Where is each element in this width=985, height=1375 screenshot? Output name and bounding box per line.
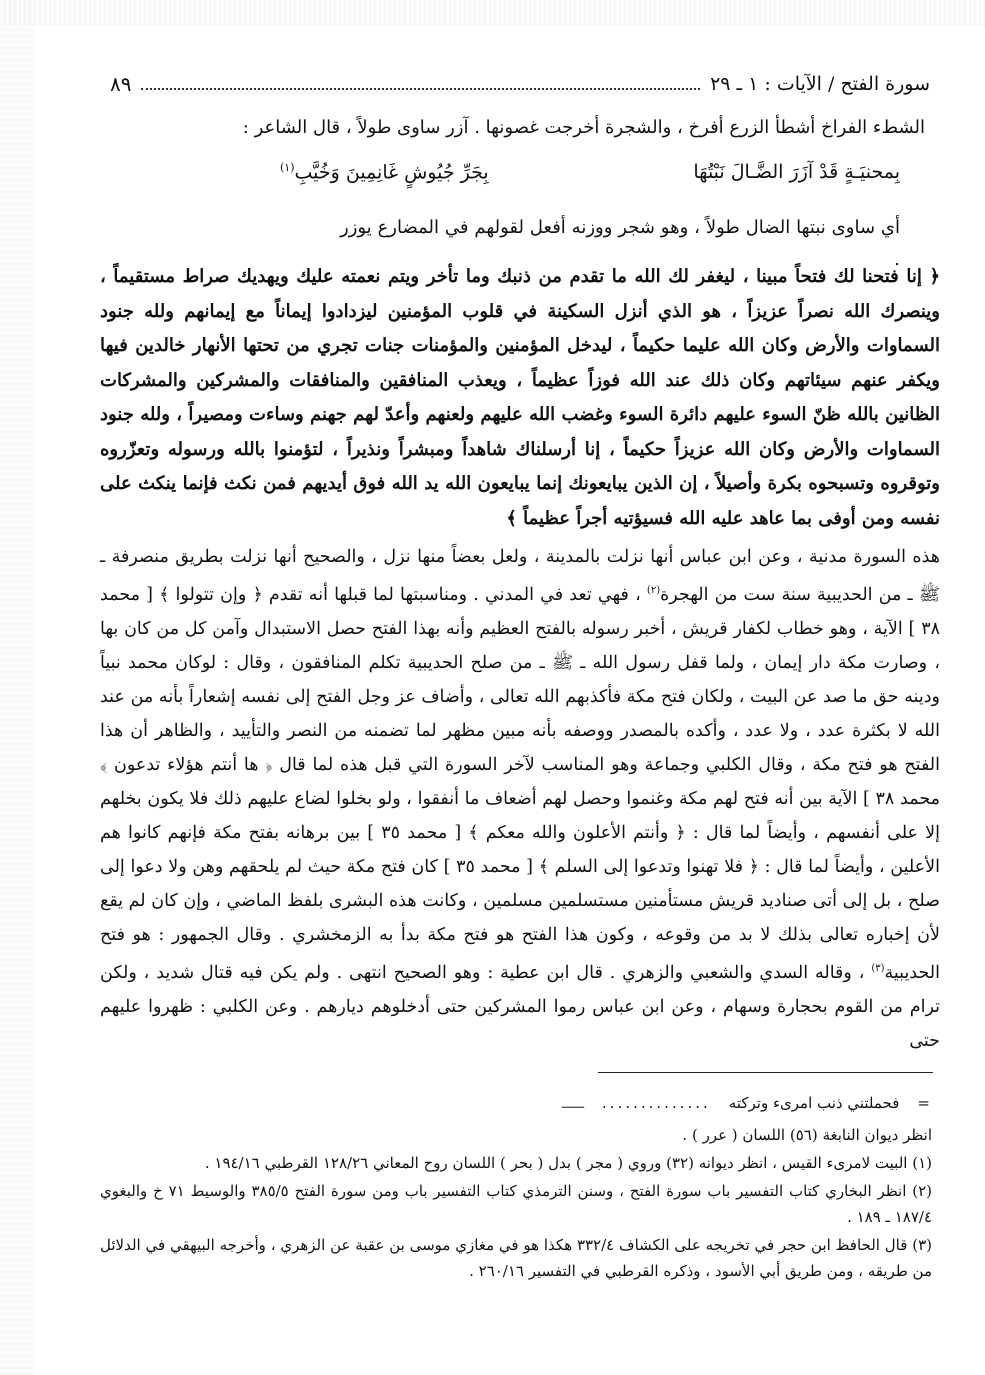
- intro-line-1: الشطء الفراخ أشطأ الزرع أفرخ ، والشجرة أخرجت غصونها . آزر ساوى طولاً ، قال الشاعر :: [242, 117, 925, 138]
- page-number: ٨٩: [110, 72, 132, 96]
- header-leader-dots: [141, 78, 700, 90]
- verse-second-hemistich: بِجَرِّ جُيُوشٍ غَانِمِينَ وَخُيَّبِ$^{(١)}$: [280, 160, 489, 184]
- footnote-ref-2: (٢): [646, 585, 661, 596]
- verse-first-hemistich: بِمحنيَـةٍ قَدْ آزَرَ الضَّـالَ نَبْتُهَا: [693, 161, 900, 183]
- footnote-carryover: [280, 1088, 930, 1118]
- footnote-2: (٢) انظر البخاري كتاب التفسير باب سورة الفتح ، وسنن الترمذي كتاب التفسير باب ومن سورة الفتح ٣٨٥/٥ والوسيط ٧١ خ والبغوي ١٨٧/٤ ـ ١٨٩ .: [100, 1182, 933, 1226]
- quran-verses: [100, 260, 940, 536]
- carry-dash: ـــــ: [562, 1094, 585, 1112]
- commentary-paragraph: [100, 540, 940, 1058]
- footnote-ref-1: (١): [280, 160, 295, 174]
- carry-dots: ..............: [602, 1094, 711, 1112]
- intro-line-2: أي ساوى نبتها الضال طولاً ، وهو شجر ووزنه أفعل لقولهم في المضارع يوزر .: [340, 217, 900, 270]
- scan-edge-left: [0, 0, 34, 1375]
- carry-equals: =: [917, 1094, 930, 1112]
- commentary-text: هذه السورة مدنية ، وعن ابن عباس أنها نزلت بالمدينة ، ولعل بعضاً منها نزل ، والصحيح أنها نزلت بطريق منصرفة ـ ﷺ ـ من الحديبية سنة ست من الهجرة$^{(٢)}$ ، فهي تعد في المدني . ومناسبتها لما قبلها أنه تقدم ﴿ وإن تتولوا ﴾ [ محمد ٣٨ ] الآية ، وهو خطاب لكفار قريش ، أخبر رسوله بالفتح العظيم وأنه بهذا الفتح حصل الاستبدال وآمن كل من كان بها ، وصارت مكة دار إيمان ، ولما قفل رسول الله ـ ﷺ ـ من صلح الحديبية تكلم المنافقون ، وقال : لوكان محمد نبياً ودينه حق ما صد عن البيت ، ولكان فتح مكة فأكذبهم الله تعالى ، وأضاف عز وجل الفتح إلى نفسه إشعاراً بأنه من عند الله لا بكثرة عدد ، ولا عدد ، وأكده بالمصدر ووصفه بأنه مبين مظهر لما تضمنه من النصر والتأييد ، والظاهر أن هذا الفتح هو فتح مكة ، وقال الكلبي وجماعة وهو المناسب لآخر السورة التي قبل هذه لما قال ﴿ ها أنتم هؤلاء تدعون ﴾ محمد ٣٨ ] الآية بين أنه فتح لهم مكة وغنموا وحصل لهم أضعاف ما أنفقوا ، ولو بخلوا لضاع عليهم ذلك فلا يكون بخلهم إلا على أنفسهم ، وأيضاً لما قال : ﴿ وأنتم الأعلون والله معكم ﴾ [ محمد ٣٥ ] بين برهانه بفتح مكة فإنهم كانوا هم الأعلين ، وأيضاً لما قال : ﴿ فلا تهنوا وتدعوا إلى السلم ﴾ [ محمد ٣٥ ] كان فتح مكة حيث لم يلحقهم وهن ولا دعوا إلى صلح ، بل إلى أتى صناديد قريش مستأمنين مستسلمين مسلمين ، وكانت هذه البشرى بلفظ الماضي ، وإن كان لم يقع لأن إخباره تعالى بذلك لا بد من وقوعه ، وكون هذا الفتح هو فتح مكة بدأ به الزمخشري . وقال الجمهور : هو فتح الحديبية$^{(٣)}$ ، وقاله السدي والشعبي والزهري . قال ابن عطية : وهو الصحيح انتهى . ولم يكن فيه قتال شديد ، ولكن ترام من القوم بحجارة وسهام ، وعن ابن عباس رموا المشركين حتى أدخلوهم ديارهم . وعن الكلبي : ظهروا عليهم حتى: [100, 547, 940, 1051]
- footnote-ref-3: (٣): [871, 962, 885, 974]
- footnotes: [100, 1122, 932, 1286]
- scan-edge-top: [0, 0, 985, 26]
- footnote-1: (١) البيت لامرىء القيس ، انظر ديوانه (٣٢) وروي ( مجر ) بدل ( بحر ) اللسان روح المعاني ١٢٨/٢٦ القرطبي ١٩٤/١٦ .: [204, 1154, 932, 1172]
- header-title: سورة الفتح / الآيات : ١ ـ ٢٩: [710, 73, 930, 95]
- poetry-verse: [280, 154, 900, 190]
- carry-verse: فحملتني ذنب امرىء وتركته: [728, 1094, 900, 1112]
- footnote-carry-source: انظر ديوان النابغة (٥٦) اللسان ( عرر ) .: [682, 1126, 932, 1144]
- quran-text: ﴿ إنا فتحنا لك فتحاً مبينا ، ليغفر لك الله ما تقدم من ذنبك وما تأخر ويتم نعمته عليك ويهديك صراط مستقيماً ، وينصرك الله نصراً عزيزاً ، هو الذي أنزل السكينة في قلوب المؤمنين ليزدادوا إيماناً مع إيمانهم ولله جنود السماوات والأرض وكان الله عليما حكيماً ، ليدخل المؤمنين والمؤمنات جنات تجري من تحتها الأنهار خالدين فيها ويكفر عنهم سيئاتهم وكان ذلك عند الله فوزاً عظيماً ، ويعذب المنافقين والمنافقات والمشركين والمشركات الظانين بالله ظنّ السوء عليهم دائرة السوء وغضب الله عليهم ولعنهم وأعدّ لهم جهنم وساءت ومصيراً ، ولله جنود السماوات والأرض وكان الله عزيزاً حكيماً ، إنا أرسلناك شاهداً ومبشراً ونذيراً ، لتؤمنوا بالله ورسوله وتعزّروه وتوقروه وتسبحوه بكرة وأصيلاً ، إن الذين يبايعونك إنما يبايعون الله يد الله فوق أيديهم فمن نكث فإنما ينكث على نفسه ومن أوفى بما عاهد عليه الله فسيؤتيه أجراً عظيماً ﴾: [100, 266, 940, 529]
- running-header: [110, 66, 930, 102]
- footnote-separator: [598, 1072, 933, 1073]
- footnote-3: (٣) قال الحافظ ابن حجر في تخريجه على الكشاف ٣٣٢/٤ هكذا هو في مغازي موسى بن عقبة عن الزهري ، وأخرجه البيهقي في الدلائل من طريقه ، ومن طريق أبي الأسود ، وذكره القرطبي في التفسير ٢٦٠/١٦ .: [100, 1236, 932, 1280]
- intro-paragraph: [125, 112, 925, 144]
